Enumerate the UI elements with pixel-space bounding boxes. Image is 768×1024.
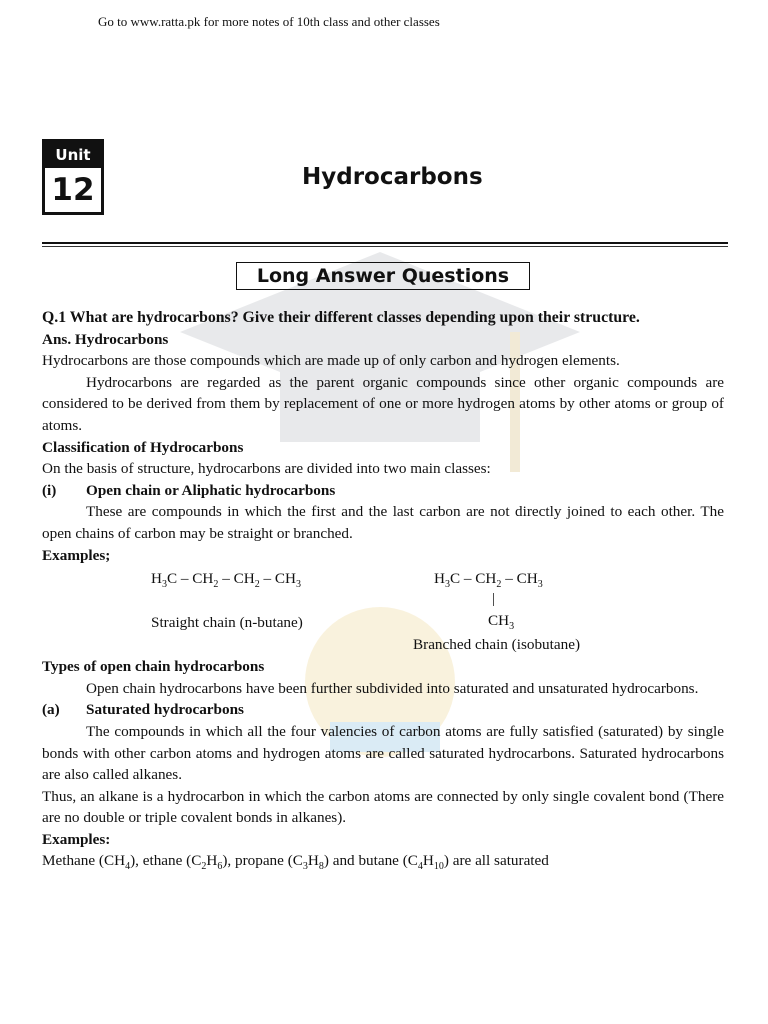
saturated-title: Saturated hydrocarbons bbox=[86, 701, 244, 719]
answer-heading: Ans. Hydrocarbons bbox=[42, 330, 169, 348]
unit-badge bbox=[42, 139, 104, 215]
unit-number: 12 bbox=[51, 172, 95, 208]
open-chain-num: (i) bbox=[42, 481, 57, 499]
question-1: Q.1 What are hydrocarbons? Give their different classes depending upon their structure. bbox=[42, 309, 640, 326]
unit-label: Unit bbox=[45, 142, 101, 168]
saturated-text-1: The compounds in which all the four valencies of carbon atoms are fully satisfied (saturated) by single bonds with other carbon atoms and hydrogen atoms are called saturated hydrocarbons. Saturated hydrocarbons are also called alkanes. bbox=[42, 722, 724, 784]
saturated-examples-label: Examples: bbox=[42, 830, 111, 848]
saturated-num: (a) bbox=[42, 701, 60, 719]
saturated-text-2: Thus, an alkane is a hydrocarbon in which the carbon atoms are connected by only single covalent bond (There are no double or triple covalent bonds in alkanes). bbox=[42, 787, 724, 827]
types-heading: Types of open chain hydrocarbons bbox=[42, 658, 265, 676]
paragraph-parent-compounds: Hydrocarbons are regarded as the parent organic compounds since other organic compounds are considered to be derived from them by replacement of one or more hydrogen atoms by other atoms or group of atoms. bbox=[42, 373, 724, 434]
document-body bbox=[42, 307, 724, 872]
classification-heading: Classification of Hydrocarbons bbox=[42, 438, 244, 456]
n-butane-formula: $H_3C - CH_2 - CH_2 - CH_3$ bbox=[151, 570, 301, 591]
straight-chain-label: Straight chain (n-butane) bbox=[151, 614, 303, 632]
divider bbox=[42, 242, 728, 244]
open-chain-text: These are compounds in which the first and the last carbon are not directly joined to each other. The open chains of carbon may be straight or branched. bbox=[42, 503, 724, 542]
divider-thin bbox=[42, 246, 728, 247]
section-title: Long Answer Questions bbox=[236, 262, 530, 290]
header-note: Go to www.ratta.pk for more notes of 10th class and other classes bbox=[98, 14, 440, 29]
open-chain-heading bbox=[42, 480, 724, 502]
chapter-title: Hydrocarbons bbox=[302, 164, 483, 190]
paragraph-definition: Hydrocarbons are those compounds which are made up of only carbon and hydrogen elements. bbox=[42, 352, 620, 370]
saturated-examples-tail: are all saturated bbox=[452, 852, 549, 870]
butane-formulas bbox=[42, 568, 724, 656]
saturated-heading bbox=[42, 699, 724, 721]
classification-text: On the basis of structure, hydrocarbons are divided into two main classes: bbox=[42, 460, 491, 478]
open-chain-title: Open chain or Aliphatic hydrocarbons bbox=[86, 481, 336, 499]
branched-chain-label: Branched chain (isobutane) bbox=[413, 636, 580, 654]
branch-methyl: $CH_3$ bbox=[488, 612, 515, 633]
branch-bond: | bbox=[492, 590, 496, 608]
saturated-examples-line: Methane $(CH_4)$, ethane $(C_2H_6)$, propane $(C_3H_8)$ and butane $(C_4H_{10})$ are all saturated bbox=[42, 852, 549, 873]
types-text: Open chain hydrocarbons have been further subdivided into saturated and unsaturated hydrocarbons. bbox=[86, 679, 699, 697]
examples-label: Examples; bbox=[42, 546, 111, 564]
isobutane-formula: $H_3C - CH_2 - CH_3$ bbox=[434, 570, 543, 591]
